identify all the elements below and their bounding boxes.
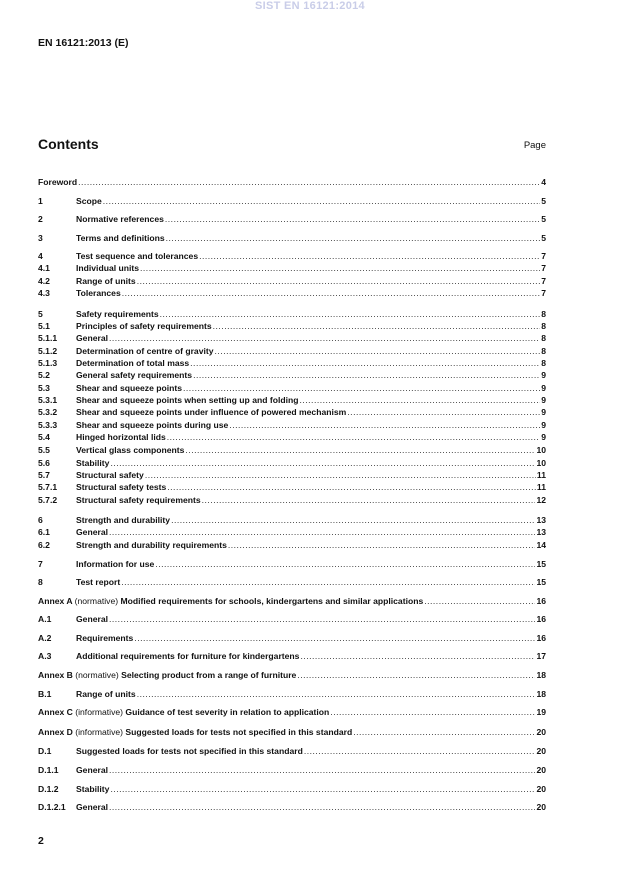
toc-entry-page: 19 <box>536 707 546 717</box>
toc-entry[interactable] <box>38 250 546 261</box>
toc-entry[interactable] <box>38 650 546 661</box>
toc-entry-number: 6 <box>38 515 43 525</box>
annex-label: Annex C <box>38 707 73 717</box>
annex-label: Annex B <box>38 670 73 680</box>
dot-leader <box>109 527 535 537</box>
dot-leader <box>137 689 536 699</box>
toc-entry-page: 15 <box>536 577 546 587</box>
dot-leader <box>213 321 541 331</box>
annex-title: Guidance of test severity in relation to application <box>125 707 330 717</box>
toc-entry[interactable] <box>38 176 546 187</box>
toc-entry-title: General <box>76 333 109 343</box>
toc-entry-page: 7 <box>541 288 546 298</box>
toc-entry-number: 5.7 <box>38 470 50 480</box>
toc-entry-title: Determination of total mass <box>76 358 190 368</box>
toc-entry[interactable] <box>38 287 546 298</box>
toc-entry-number: D.1.2.1 <box>38 802 66 812</box>
dot-leader <box>166 233 541 243</box>
toc-entry-page: 7 <box>541 276 546 286</box>
toc-entry-page: 20 <box>536 765 546 775</box>
annex-label: Annex D <box>38 727 73 737</box>
toc-entry-title <box>38 707 329 717</box>
dot-leader <box>167 482 536 492</box>
toc-entry-page: 12 <box>536 495 546 505</box>
toc-entry-title: Shear and squeeze points under influence of powered mechanism <box>76 407 347 417</box>
dot-leader <box>109 765 535 775</box>
toc-entry-title: Normative references <box>76 214 164 224</box>
toc-entry-number: 5.7.2 <box>38 495 58 505</box>
dot-leader <box>110 458 535 468</box>
toc-entry-number: 4.2 <box>38 276 50 286</box>
dot-leader <box>145 470 536 480</box>
toc-entry-number: 3 <box>38 233 43 243</box>
toc-entry-number: 5.3.3 <box>38 420 58 430</box>
toc-entry-title: Scope <box>76 196 102 206</box>
toc-entry-page: 8 <box>541 309 546 319</box>
dot-leader <box>167 432 540 442</box>
toc-entry[interactable] <box>38 632 546 643</box>
toc-entry[interactable] <box>38 406 546 417</box>
toc-entry-title: Information for use <box>76 559 155 569</box>
toc-entry-number: 5.7.1 <box>38 482 58 492</box>
toc-entry[interactable] <box>38 595 546 606</box>
toc-entry[interactable] <box>38 613 546 624</box>
toc-entry-page: 4 <box>541 177 546 187</box>
toc-entry-page: 5 <box>541 196 546 206</box>
toc-entry-number: 5.6 <box>38 458 50 468</box>
dot-leader <box>140 263 540 273</box>
toc-entry-title: Strength and durability <box>76 515 171 525</box>
dot-leader <box>121 577 535 587</box>
toc-entry[interactable] <box>38 275 546 286</box>
toc-entry-page: 20 <box>536 727 546 737</box>
dot-leader <box>297 670 535 680</box>
toc-entry-page: 20 <box>536 802 546 812</box>
annex-type: (normative) <box>75 670 119 680</box>
page-title: Contents <box>38 136 99 152</box>
toc-entry-page: 18 <box>536 670 546 680</box>
toc-entry[interactable] <box>38 195 546 206</box>
toc-entry-page: 8 <box>541 333 546 343</box>
dot-leader <box>137 276 541 286</box>
toc-entry-number: 4.1 <box>38 263 50 273</box>
toc-entry[interactable] <box>38 382 546 393</box>
toc-entry-number: 4.3 <box>38 288 50 298</box>
toc-entry-title: Shear and squeeze points during use <box>76 420 229 430</box>
toc-entry-page: 15 <box>536 559 546 569</box>
toc-entry-page: 7 <box>541 251 546 261</box>
toc-entry-page: 9 <box>541 420 546 430</box>
toc-entry[interactable] <box>38 526 546 537</box>
watermark: SIST EN 16121:2014 <box>255 0 365 12</box>
toc-entry-title: Foreword <box>38 177 78 187</box>
toc-entry[interactable] <box>38 262 546 273</box>
toc-entry[interactable] <box>38 444 546 455</box>
annex-title: Modified requirements for schools, kindergartens and similar applications <box>120 596 424 606</box>
toc-entry-title: Terms and definitions <box>76 233 165 243</box>
annex-type: (informative) <box>75 727 124 737</box>
toc-entry-number: 6.1 <box>38 527 50 537</box>
toc-entry[interactable] <box>38 332 546 343</box>
toc-entry-number: A.2 <box>38 633 52 643</box>
toc-entry-title <box>38 596 423 606</box>
dot-leader <box>199 251 540 261</box>
toc-entry-title: Hinged horizontal lids <box>76 432 166 442</box>
toc-entry-number: 5.3.1 <box>38 395 58 405</box>
toc-entry-title: Strength and durability requirements <box>76 540 227 550</box>
toc-entry-title: Stability <box>76 458 110 468</box>
toc-entry[interactable] <box>38 469 546 480</box>
toc-entry-number: 7 <box>38 559 43 569</box>
toc-entry-title: Shear and squeeze points <box>76 383 183 393</box>
toc-entry-number: 5.4 <box>38 432 50 442</box>
annex-label: Annex A <box>38 596 73 606</box>
toc-entry-page: 10 <box>536 458 546 468</box>
toc-entry[interactable] <box>38 783 546 794</box>
toc-entry-title: Structural safety <box>76 470 144 480</box>
dot-leader <box>353 727 535 737</box>
toc-entry-page: 9 <box>541 432 546 442</box>
dot-leader <box>300 651 535 661</box>
toc-entry-title: Test report <box>76 577 121 587</box>
toc-entry-page: 9 <box>541 407 546 417</box>
dot-leader <box>183 383 540 393</box>
toc-entry-number: A.1 <box>38 614 52 624</box>
toc-entry-title: Principles of safety requirements <box>76 321 212 331</box>
toc-entry[interactable] <box>38 213 546 224</box>
dot-leader <box>202 495 536 505</box>
toc-entry[interactable] <box>38 726 546 737</box>
dot-leader <box>155 559 535 569</box>
toc-entry-page: 5 <box>541 214 546 224</box>
toc-entry-page: 8 <box>541 321 546 331</box>
toc-entry-number: 5.2 <box>38 370 50 380</box>
toc-entry-title: Individual units <box>76 263 140 273</box>
toc-entry[interactable] <box>38 419 546 430</box>
toc-entry-number: 5.3 <box>38 383 50 393</box>
toc-entry[interactable] <box>38 706 546 717</box>
dot-leader <box>347 407 540 417</box>
toc-entry-title: Suggested loads for tests not specified in this standard <box>76 746 303 756</box>
toc-entry-number: 8 <box>38 577 43 587</box>
toc-entry-title: Structural safety tests <box>76 482 167 492</box>
dot-leader <box>122 288 540 298</box>
toc-entry[interactable] <box>38 357 546 368</box>
dot-leader <box>110 784 535 794</box>
toc-entry-number: 4 <box>38 251 43 261</box>
toc-entry-page: 16 <box>536 614 546 624</box>
toc-entry-page: 9 <box>541 383 546 393</box>
toc-entry-number: B.1 <box>38 689 52 699</box>
toc-entry-number: 5.1.2 <box>38 346 58 356</box>
toc-entry-page: 10 <box>536 445 546 455</box>
toc-entry-page: 11 <box>536 470 546 480</box>
footer-page-number: 2 <box>38 835 44 847</box>
toc-entry[interactable] <box>38 558 546 569</box>
toc-entry[interactable] <box>38 457 546 468</box>
toc-entry-number: 5.1.3 <box>38 358 58 368</box>
annex-type: (informative) <box>75 707 124 717</box>
toc-entry-title: Determination of centre of gravity <box>76 346 214 356</box>
toc-entry-page: 5 <box>541 233 546 243</box>
toc-entry[interactable] <box>38 232 546 243</box>
toc-entry-title: General <box>76 614 109 624</box>
dot-leader <box>78 177 540 187</box>
toc-entry[interactable] <box>38 539 546 550</box>
toc-entry-page: 16 <box>536 596 546 606</box>
toc-entry-page: 7 <box>541 263 546 273</box>
toc-entry[interactable] <box>38 745 546 756</box>
toc-entry[interactable] <box>38 320 546 331</box>
toc-entry-page: 13 <box>536 515 546 525</box>
toc-entry-page: 20 <box>536 746 546 756</box>
toc-entry-page: 9 <box>541 395 546 405</box>
toc-entry-title: General <box>76 802 109 812</box>
toc-entry[interactable] <box>38 394 546 405</box>
toc-entry-title: Shear and squeeze points when setting up and folding <box>76 395 299 405</box>
dot-leader <box>215 346 541 356</box>
toc-entry-page: 20 <box>536 784 546 794</box>
toc-entry-title: General <box>76 765 109 775</box>
dot-leader <box>109 802 535 812</box>
toc-entry-title <box>38 727 352 737</box>
toc-entry-title: Tolerances <box>76 288 121 298</box>
toc-entry-number: 5.5 <box>38 445 50 455</box>
page-column-label: Page <box>523 140 546 151</box>
annex-title: Selecting product from a range of furniture <box>121 670 297 680</box>
dot-leader <box>193 370 540 380</box>
dot-leader <box>165 214 540 224</box>
toc-entry-title: Safety requirements <box>76 309 159 319</box>
toc-entry-page: 8 <box>541 358 546 368</box>
toc-entry-page: 8 <box>541 346 546 356</box>
dot-leader <box>304 746 536 756</box>
toc-entry-page: 9 <box>541 370 546 380</box>
dot-leader <box>134 633 535 643</box>
toc-entry-page: 16 <box>536 633 546 643</box>
dot-leader <box>228 540 536 550</box>
toc-entry-title <box>38 670 296 680</box>
dot-leader <box>424 596 535 606</box>
toc-entry-page: 18 <box>536 689 546 699</box>
toc-entry-number: 5.1.1 <box>38 333 58 343</box>
toc-entry-number: 6.2 <box>38 540 50 550</box>
toc-entry-title: Additional requirements for furniture for kindergartens <box>76 651 300 661</box>
toc-entry-title: General safety requirements <box>76 370 193 380</box>
dot-leader <box>103 196 540 206</box>
document-id: EN 16121:2013 (E) <box>38 37 129 49</box>
dot-leader <box>171 515 535 525</box>
dot-leader <box>300 395 541 405</box>
toc-entry-title: Requirements <box>76 633 134 643</box>
toc-entry[interactable] <box>38 764 546 775</box>
toc-entry[interactable] <box>38 494 546 505</box>
toc-entry-page: 14 <box>536 540 546 550</box>
annex-type: (normative) <box>74 596 119 606</box>
toc-entry-number: 2 <box>38 214 43 224</box>
toc-entry-page: 13 <box>536 527 546 537</box>
toc-entry-number: D.1 <box>38 746 52 756</box>
dot-leader <box>109 614 535 624</box>
toc-entry[interactable] <box>38 801 546 812</box>
dot-leader <box>190 358 540 368</box>
toc-entry[interactable] <box>38 576 546 587</box>
dot-leader <box>229 420 540 430</box>
toc-entry[interactable] <box>38 345 546 356</box>
toc-entry-number: A.3 <box>38 651 52 661</box>
toc-entry-title: Structural safety requirements <box>76 495 201 505</box>
dot-leader <box>160 309 541 319</box>
toc-entry[interactable] <box>38 369 546 380</box>
toc-entry[interactable] <box>38 431 546 442</box>
toc-entry-number: 5 <box>38 309 43 319</box>
toc-entry[interactable] <box>38 308 546 319</box>
toc-entry-page: 11 <box>536 482 546 492</box>
toc-entry-number: D.1.1 <box>38 765 59 775</box>
dot-leader <box>109 333 540 343</box>
toc-entry-number: 5.1 <box>38 321 50 331</box>
toc-entry-title: Range of units <box>76 689 136 699</box>
toc-entry-title: Range of units <box>76 276 136 286</box>
toc-entry-number: 5.3.2 <box>38 407 58 417</box>
toc-entry-title: Test sequence and tolerances <box>76 251 199 261</box>
toc-entry-title: General <box>76 527 109 537</box>
toc-entry-number: 1 <box>38 196 43 206</box>
toc-entry[interactable] <box>38 688 546 699</box>
dot-leader <box>330 707 535 717</box>
toc-entry-page: 17 <box>536 651 546 661</box>
toc-entry[interactable] <box>38 481 546 492</box>
toc-entry-number: D.1.2 <box>38 784 59 794</box>
toc-entry-title: Vertical glass components <box>76 445 185 455</box>
annex-title: Suggested loads for tests not specified in this standard <box>125 727 353 737</box>
toc-entry[interactable] <box>38 669 546 680</box>
dot-leader <box>185 445 535 455</box>
toc-entry-title: Stability <box>76 784 110 794</box>
toc-entry[interactable] <box>38 514 546 525</box>
